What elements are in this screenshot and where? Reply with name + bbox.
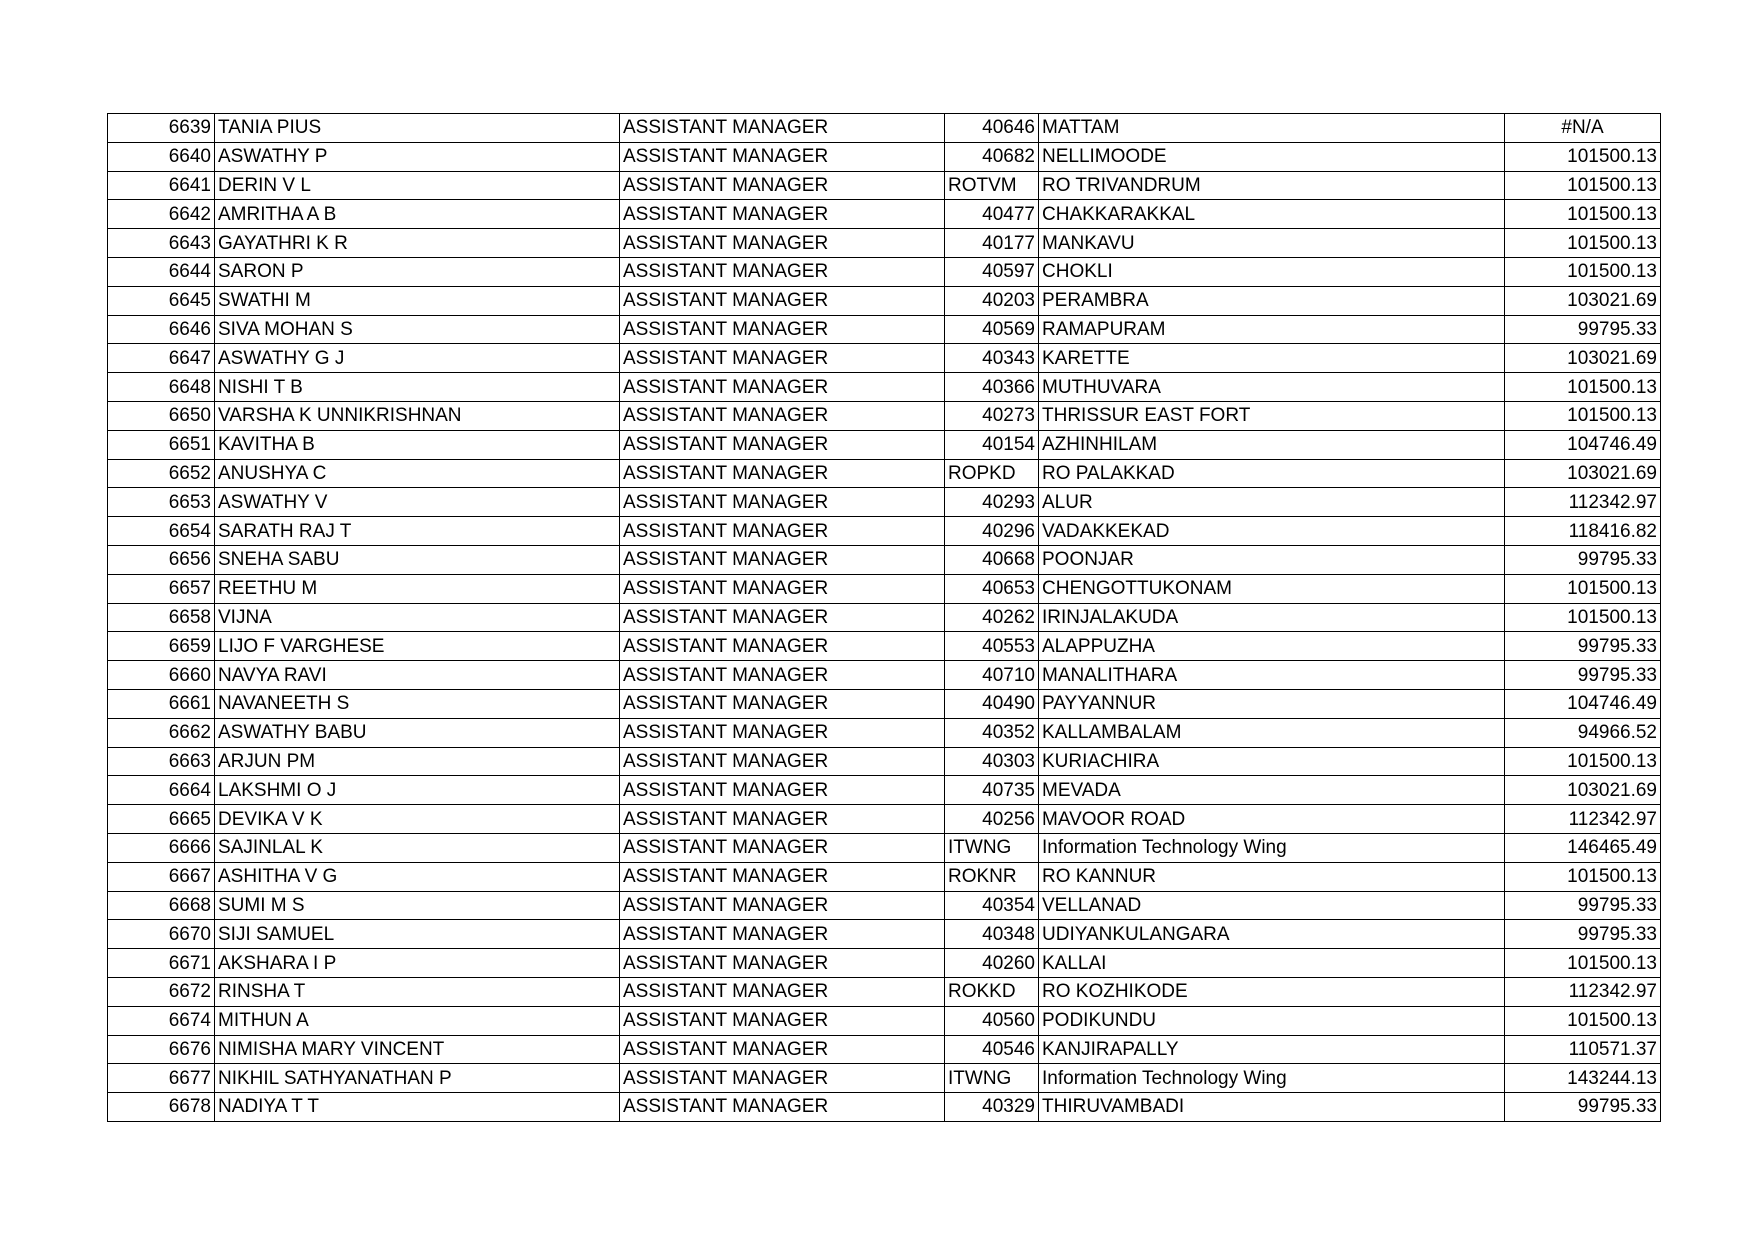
cell-code: ITWNG bbox=[945, 833, 1039, 862]
cell-id: 6644 bbox=[108, 257, 215, 286]
cell-id: 6646 bbox=[108, 315, 215, 344]
cell-code: 40256 bbox=[945, 805, 1039, 834]
cell-amount: 101500.13 bbox=[1505, 862, 1661, 891]
cell-office: THIRUVAMBADI bbox=[1039, 1093, 1505, 1122]
cell-designation: ASSISTANT MANAGER bbox=[620, 689, 945, 718]
table-row bbox=[108, 977, 1661, 1006]
table-row bbox=[108, 545, 1661, 574]
cell-id: 6657 bbox=[108, 574, 215, 603]
cell-amount: 101500.13 bbox=[1505, 200, 1661, 229]
cell-code: 40569 bbox=[945, 315, 1039, 344]
cell-name: SARON P bbox=[215, 257, 620, 286]
cell-designation: ASSISTANT MANAGER bbox=[620, 114, 945, 143]
table-row bbox=[108, 689, 1661, 718]
cell-designation: ASSISTANT MANAGER bbox=[620, 171, 945, 200]
cell-name: TANIA PIUS bbox=[215, 114, 620, 143]
table-row bbox=[108, 517, 1661, 546]
table-row bbox=[108, 718, 1661, 747]
table-row bbox=[108, 142, 1661, 171]
cell-name: ANUSHYA C bbox=[215, 459, 620, 488]
cell-designation: ASSISTANT MANAGER bbox=[620, 545, 945, 574]
cell-amount: 101500.13 bbox=[1505, 373, 1661, 402]
table-row bbox=[108, 949, 1661, 978]
cell-amount: 101500.13 bbox=[1505, 257, 1661, 286]
cell-office: CHENGOTTUKONAM bbox=[1039, 574, 1505, 603]
cell-name: DEVIKA V K bbox=[215, 805, 620, 834]
cell-designation: ASSISTANT MANAGER bbox=[620, 977, 945, 1006]
cell-code: 40553 bbox=[945, 632, 1039, 661]
table-row bbox=[108, 171, 1661, 200]
cell-id: 6645 bbox=[108, 286, 215, 315]
table-row bbox=[108, 1093, 1661, 1122]
cell-id: 6643 bbox=[108, 229, 215, 258]
cell-name: NIKHIL SATHYANATHAN P bbox=[215, 1064, 620, 1093]
table-row bbox=[108, 200, 1661, 229]
cell-office: KARETTE bbox=[1039, 344, 1505, 373]
cell-office: MATTAM bbox=[1039, 114, 1505, 143]
cell-amount: 99795.33 bbox=[1505, 545, 1661, 574]
cell-designation: ASSISTANT MANAGER bbox=[620, 661, 945, 690]
cell-designation: ASSISTANT MANAGER bbox=[620, 1035, 945, 1064]
cell-name: DERIN V L bbox=[215, 171, 620, 200]
cell-amount: 101500.13 bbox=[1505, 171, 1661, 200]
cell-name: NAVYA RAVI bbox=[215, 661, 620, 690]
table-row bbox=[108, 862, 1661, 891]
cell-name: NADIYA T T bbox=[215, 1093, 620, 1122]
cell-code: 40560 bbox=[945, 1006, 1039, 1035]
table-row bbox=[108, 344, 1661, 373]
cell-amount: 101500.13 bbox=[1505, 1006, 1661, 1035]
cell-amount: 112342.97 bbox=[1505, 488, 1661, 517]
cell-designation: ASSISTANT MANAGER bbox=[620, 142, 945, 171]
cell-office: NELLIMOODE bbox=[1039, 142, 1505, 171]
cell-designation: ASSISTANT MANAGER bbox=[620, 718, 945, 747]
cell-name: MITHUN A bbox=[215, 1006, 620, 1035]
cell-id: 6677 bbox=[108, 1064, 215, 1093]
cell-office: PAYYANNUR bbox=[1039, 689, 1505, 718]
cell-amount: 99795.33 bbox=[1505, 1093, 1661, 1122]
cell-name: AMRITHA A B bbox=[215, 200, 620, 229]
cell-designation: ASSISTANT MANAGER bbox=[620, 603, 945, 632]
cell-id: 6676 bbox=[108, 1035, 215, 1064]
table-row bbox=[108, 401, 1661, 430]
cell-code: ROKKD bbox=[945, 977, 1039, 1006]
cell-id: 6639 bbox=[108, 114, 215, 143]
cell-office: Information Technology Wing bbox=[1039, 833, 1505, 862]
cell-name: SARATH RAJ T bbox=[215, 517, 620, 546]
cell-id: 6665 bbox=[108, 805, 215, 834]
cell-name: ARJUN PM bbox=[215, 747, 620, 776]
cell-amount: 94966.52 bbox=[1505, 718, 1661, 747]
cell-amount: 104746.49 bbox=[1505, 689, 1661, 718]
cell-amount: 101500.13 bbox=[1505, 401, 1661, 430]
cell-code: 40296 bbox=[945, 517, 1039, 546]
cell-code: ROTVM bbox=[945, 171, 1039, 200]
cell-name: ASWATHY G J bbox=[215, 344, 620, 373]
cell-name: GAYATHRI K R bbox=[215, 229, 620, 258]
cell-code: 40597 bbox=[945, 257, 1039, 286]
cell-code: 40646 bbox=[945, 114, 1039, 143]
cell-office: KALLAI bbox=[1039, 949, 1505, 978]
cell-name: SAJINLAL K bbox=[215, 833, 620, 862]
cell-amount: 103021.69 bbox=[1505, 286, 1661, 315]
cell-id: 6672 bbox=[108, 977, 215, 1006]
cell-designation: ASSISTANT MANAGER bbox=[620, 229, 945, 258]
cell-amount: 103021.69 bbox=[1505, 776, 1661, 805]
table-row bbox=[108, 833, 1661, 862]
table-row bbox=[108, 114, 1661, 143]
cell-designation: ASSISTANT MANAGER bbox=[620, 517, 945, 546]
cell-id: 6670 bbox=[108, 920, 215, 949]
cell-office: MANALITHARA bbox=[1039, 661, 1505, 690]
cell-amount: 99795.33 bbox=[1505, 891, 1661, 920]
cell-id: 6663 bbox=[108, 747, 215, 776]
cell-name: SIJI SAMUEL bbox=[215, 920, 620, 949]
cell-id: 6640 bbox=[108, 142, 215, 171]
cell-designation: ASSISTANT MANAGER bbox=[620, 1093, 945, 1122]
cell-code: 40354 bbox=[945, 891, 1039, 920]
cell-designation: ASSISTANT MANAGER bbox=[620, 949, 945, 978]
cell-name: KAVITHA B bbox=[215, 430, 620, 459]
cell-id: 6653 bbox=[108, 488, 215, 517]
cell-name: VIJNA bbox=[215, 603, 620, 632]
cell-id: 6656 bbox=[108, 545, 215, 574]
cell-id: 6659 bbox=[108, 632, 215, 661]
cell-code: 40490 bbox=[945, 689, 1039, 718]
cell-name: NAVANEETH S bbox=[215, 689, 620, 718]
cell-amount: 103021.69 bbox=[1505, 344, 1661, 373]
cell-id: 6651 bbox=[108, 430, 215, 459]
cell-code: 40260 bbox=[945, 949, 1039, 978]
table-row bbox=[108, 257, 1661, 286]
cell-code: 40154 bbox=[945, 430, 1039, 459]
table-row bbox=[108, 286, 1661, 315]
cell-name: NISHI T B bbox=[215, 373, 620, 402]
cell-designation: ASSISTANT MANAGER bbox=[620, 373, 945, 402]
cell-code: 40653 bbox=[945, 574, 1039, 603]
cell-code: 40366 bbox=[945, 373, 1039, 402]
cell-amount: 101500.13 bbox=[1505, 747, 1661, 776]
cell-office: KALLAMBALAM bbox=[1039, 718, 1505, 747]
cell-office: IRINJALAKUDA bbox=[1039, 603, 1505, 632]
cell-name: SIVA MOHAN S bbox=[215, 315, 620, 344]
cell-code: 40273 bbox=[945, 401, 1039, 430]
cell-office: KURIACHIRA bbox=[1039, 747, 1505, 776]
cell-office: ALUR bbox=[1039, 488, 1505, 517]
table-row bbox=[108, 632, 1661, 661]
table-row bbox=[108, 459, 1661, 488]
cell-designation: ASSISTANT MANAGER bbox=[620, 920, 945, 949]
cell-code: 40262 bbox=[945, 603, 1039, 632]
cell-amount: 118416.82 bbox=[1505, 517, 1661, 546]
cell-name: LAKSHMI O J bbox=[215, 776, 620, 805]
cell-name: SWATHI M bbox=[215, 286, 620, 315]
cell-amount: #N/A bbox=[1505, 114, 1661, 143]
cell-id: 6668 bbox=[108, 891, 215, 920]
cell-name: RINSHA T bbox=[215, 977, 620, 1006]
cell-code: 40477 bbox=[945, 200, 1039, 229]
cell-amount: 112342.97 bbox=[1505, 977, 1661, 1006]
cell-office: PERAMBRA bbox=[1039, 286, 1505, 315]
cell-office: MUTHUVARA bbox=[1039, 373, 1505, 402]
table-row bbox=[108, 805, 1661, 834]
cell-code: 40682 bbox=[945, 142, 1039, 171]
cell-amount: 101500.13 bbox=[1505, 949, 1661, 978]
cell-office: Information Technology Wing bbox=[1039, 1064, 1505, 1093]
cell-code: 40668 bbox=[945, 545, 1039, 574]
cell-code: 40735 bbox=[945, 776, 1039, 805]
cell-code: 40177 bbox=[945, 229, 1039, 258]
table-row bbox=[108, 1064, 1661, 1093]
cell-name: ASWATHY P bbox=[215, 142, 620, 171]
cell-office: RO KOZHIKODE bbox=[1039, 977, 1505, 1006]
table-row bbox=[108, 373, 1661, 402]
cell-office: MEVADA bbox=[1039, 776, 1505, 805]
cell-amount: 99795.33 bbox=[1505, 315, 1661, 344]
cell-id: 6674 bbox=[108, 1006, 215, 1035]
table-row bbox=[108, 1006, 1661, 1035]
cell-office: ALAPPUZHA bbox=[1039, 632, 1505, 661]
cell-id: 6678 bbox=[108, 1093, 215, 1122]
cell-name: ASHITHA V G bbox=[215, 862, 620, 891]
cell-office: UDIYANKULANGARA bbox=[1039, 920, 1505, 949]
cell-amount: 103021.69 bbox=[1505, 459, 1661, 488]
cell-name: NIMISHA MARY VINCENT bbox=[215, 1035, 620, 1064]
cell-amount: 143244.13 bbox=[1505, 1064, 1661, 1093]
cell-name: ASWATHY BABU bbox=[215, 718, 620, 747]
cell-amount: 146465.49 bbox=[1505, 833, 1661, 862]
cell-name: SNEHA SABU bbox=[215, 545, 620, 574]
cell-id: 6652 bbox=[108, 459, 215, 488]
cell-code: 40348 bbox=[945, 920, 1039, 949]
cell-office: VADAKKEKAD bbox=[1039, 517, 1505, 546]
cell-code: 40546 bbox=[945, 1035, 1039, 1064]
cell-amount: 104746.49 bbox=[1505, 430, 1661, 459]
cell-designation: ASSISTANT MANAGER bbox=[620, 200, 945, 229]
cell-name: SUMI M S bbox=[215, 891, 620, 920]
cell-amount: 110571.37 bbox=[1505, 1035, 1661, 1064]
cell-code: 40203 bbox=[945, 286, 1039, 315]
cell-id: 6641 bbox=[108, 171, 215, 200]
cell-amount: 101500.13 bbox=[1505, 142, 1661, 171]
cell-office: MANKAVU bbox=[1039, 229, 1505, 258]
cell-office: THRISSUR EAST FORT bbox=[1039, 401, 1505, 430]
table-row bbox=[108, 776, 1661, 805]
cell-office: MAVOOR ROAD bbox=[1039, 805, 1505, 834]
cell-office: RO KANNUR bbox=[1039, 862, 1505, 891]
table-row bbox=[108, 574, 1661, 603]
table-row bbox=[108, 1035, 1661, 1064]
data-table bbox=[107, 113, 1661, 1122]
cell-id: 6662 bbox=[108, 718, 215, 747]
cell-designation: ASSISTANT MANAGER bbox=[620, 257, 945, 286]
cell-designation: ASSISTANT MANAGER bbox=[620, 805, 945, 834]
cell-name: AKSHARA I P bbox=[215, 949, 620, 978]
cell-amount: 101500.13 bbox=[1505, 229, 1661, 258]
table-row bbox=[108, 315, 1661, 344]
cell-designation: ASSISTANT MANAGER bbox=[620, 862, 945, 891]
cell-code: 40352 bbox=[945, 718, 1039, 747]
table-row bbox=[108, 661, 1661, 690]
cell-designation: ASSISTANT MANAGER bbox=[620, 430, 945, 459]
cell-designation: ASSISTANT MANAGER bbox=[620, 344, 945, 373]
cell-office: AZHINHILAM bbox=[1039, 430, 1505, 459]
cell-code: ITWNG bbox=[945, 1064, 1039, 1093]
cell-designation: ASSISTANT MANAGER bbox=[620, 459, 945, 488]
cell-name: VARSHA K UNNIKRISHNAN bbox=[215, 401, 620, 430]
table-row bbox=[108, 747, 1661, 776]
cell-designation: ASSISTANT MANAGER bbox=[620, 574, 945, 603]
table-row bbox=[108, 488, 1661, 517]
table-row bbox=[108, 430, 1661, 459]
table-row bbox=[108, 603, 1661, 632]
cell-code: 40303 bbox=[945, 747, 1039, 776]
cell-office: KANJIRAPALLY bbox=[1039, 1035, 1505, 1064]
cell-office: PODIKUNDU bbox=[1039, 1006, 1505, 1035]
cell-amount: 99795.33 bbox=[1505, 920, 1661, 949]
cell-code: 40293 bbox=[945, 488, 1039, 517]
cell-id: 6647 bbox=[108, 344, 215, 373]
cell-designation: ASSISTANT MANAGER bbox=[620, 1006, 945, 1035]
cell-designation: ASSISTANT MANAGER bbox=[620, 286, 945, 315]
cell-office: RO PALAKKAD bbox=[1039, 459, 1505, 488]
cell-designation: ASSISTANT MANAGER bbox=[620, 747, 945, 776]
cell-amount: 101500.13 bbox=[1505, 574, 1661, 603]
cell-id: 6667 bbox=[108, 862, 215, 891]
cell-office: RAMAPURAM bbox=[1039, 315, 1505, 344]
cell-designation: ASSISTANT MANAGER bbox=[620, 1064, 945, 1093]
cell-designation: ASSISTANT MANAGER bbox=[620, 891, 945, 920]
cell-amount: 101500.13 bbox=[1505, 603, 1661, 632]
cell-id: 6671 bbox=[108, 949, 215, 978]
cell-designation: ASSISTANT MANAGER bbox=[620, 833, 945, 862]
cell-designation: ASSISTANT MANAGER bbox=[620, 632, 945, 661]
cell-id: 6660 bbox=[108, 661, 215, 690]
cell-name: ASWATHY V bbox=[215, 488, 620, 517]
cell-code: ROKNR bbox=[945, 862, 1039, 891]
cell-name: REETHU M bbox=[215, 574, 620, 603]
cell-office: VELLANAD bbox=[1039, 891, 1505, 920]
cell-designation: ASSISTANT MANAGER bbox=[620, 488, 945, 517]
cell-amount: 99795.33 bbox=[1505, 632, 1661, 661]
cell-id: 6664 bbox=[108, 776, 215, 805]
cell-amount: 99795.33 bbox=[1505, 661, 1661, 690]
cell-designation: ASSISTANT MANAGER bbox=[620, 401, 945, 430]
cell-designation: ASSISTANT MANAGER bbox=[620, 315, 945, 344]
cell-id: 6666 bbox=[108, 833, 215, 862]
table-row bbox=[108, 229, 1661, 258]
cell-office: POONJAR bbox=[1039, 545, 1505, 574]
cell-code: 40343 bbox=[945, 344, 1039, 373]
cell-name: LIJO F VARGHESE bbox=[215, 632, 620, 661]
cell-designation: ASSISTANT MANAGER bbox=[620, 776, 945, 805]
cell-code: ROPKD bbox=[945, 459, 1039, 488]
table-body bbox=[108, 114, 1661, 1122]
cell-id: 6658 bbox=[108, 603, 215, 632]
cell-code: 40329 bbox=[945, 1093, 1039, 1122]
table-row bbox=[108, 891, 1661, 920]
cell-office: CHOKLI bbox=[1039, 257, 1505, 286]
cell-office: CHAKKARAKKAL bbox=[1039, 200, 1505, 229]
cell-id: 6654 bbox=[108, 517, 215, 546]
cell-id: 6642 bbox=[108, 200, 215, 229]
cell-office: RO TRIVANDRUM bbox=[1039, 171, 1505, 200]
cell-amount: 112342.97 bbox=[1505, 805, 1661, 834]
cell-id: 6650 bbox=[108, 401, 215, 430]
cell-id: 6648 bbox=[108, 373, 215, 402]
table-row bbox=[108, 920, 1661, 949]
cell-code: 40710 bbox=[945, 661, 1039, 690]
cell-id: 6661 bbox=[108, 689, 215, 718]
